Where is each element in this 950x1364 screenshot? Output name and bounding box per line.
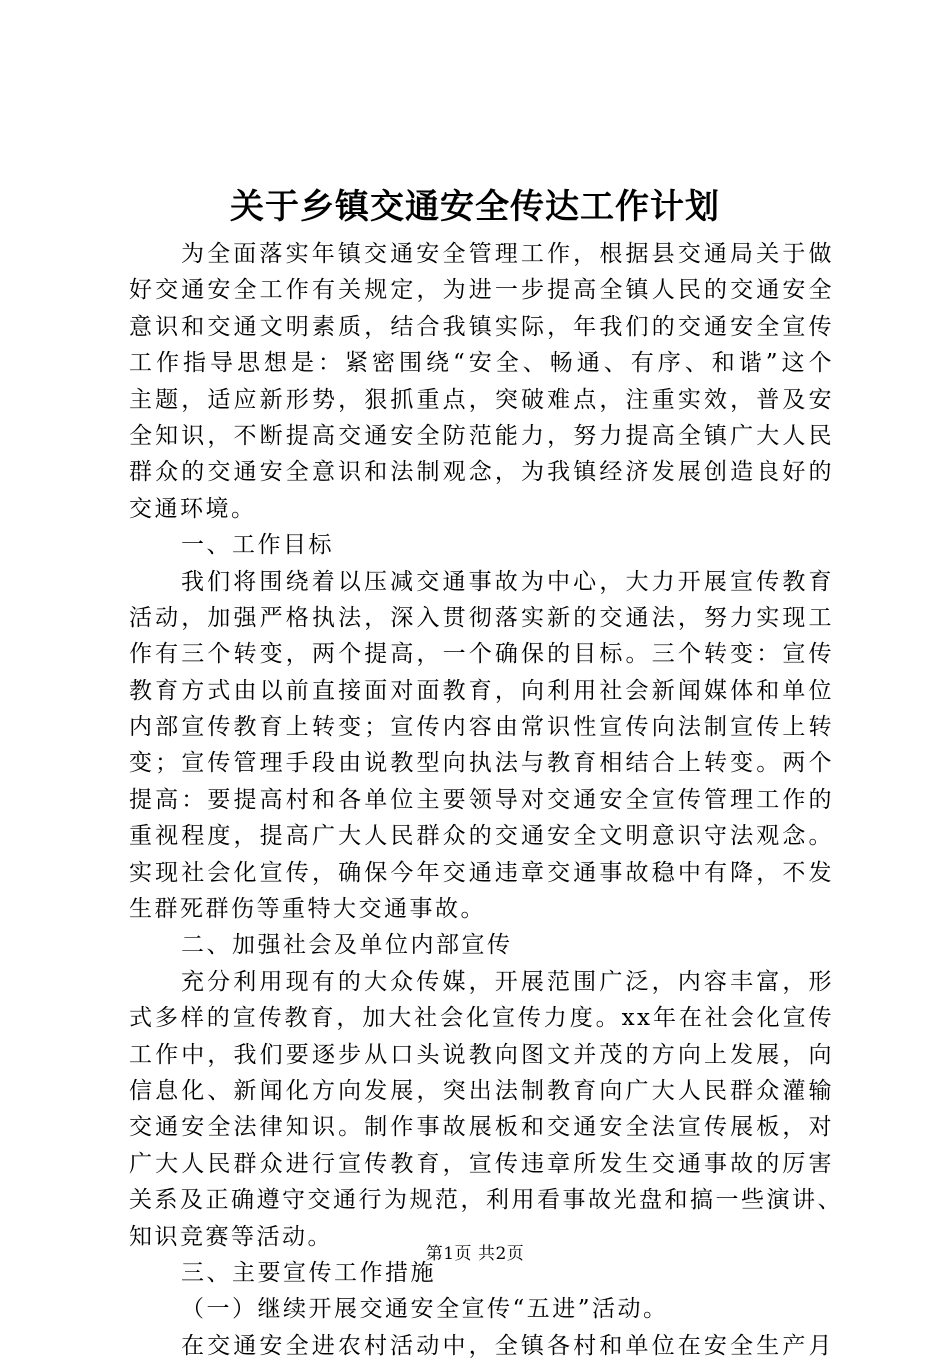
body-line: 关系及正确遵守交通行为规范，利用看事故光盘和搞一些演讲、 xyxy=(129,1187,843,1214)
body-line: 好交通安全工作有关规定，为进一步提高全镇人民的交通安全 xyxy=(129,277,834,304)
body-line: 作有三个转变，两个提高，一个确保的目标。三个转变：宣传 xyxy=(129,641,834,668)
body-line: 在交通安全进农村活动中，全镇各村和单位在安全生产月 xyxy=(181,1332,834,1359)
body-line: 交通环境。 xyxy=(129,495,257,522)
section-heading: 三、主要宣传工作措施 xyxy=(181,1259,436,1286)
body-line: 实现社会化宣传，确保今年交通违章交通事故稳中有降，不发 xyxy=(129,859,834,886)
body-line: 充分利用现有的大众传媒，开展范围广泛，内容丰富，形 xyxy=(181,968,834,995)
body-line: 重视程度，提高广大人民群众的交通安全文明意识守法观念。 xyxy=(129,823,834,850)
body-line: 我们将围绕着以压减交通事故为中心，大力开展宣传教育 xyxy=(181,568,834,595)
body-line: 教育方式由以前直接面对面教育，向利用社会新闻媒体和单位 xyxy=(129,677,834,704)
body-line: 全知识，不断提高交通安全防范能力，努力提高全镇广大人民 xyxy=(129,422,834,449)
body-line: 工作指导思想是：紧密围绕“安全、畅通、有序、和谐”这个 xyxy=(129,350,834,377)
document-body xyxy=(129,236,843,1364)
body-line: 群众的交通安全意识和法制观念，为我镇经济发展创造良好的 xyxy=(129,459,834,486)
body-line: 为全面落实年镇交通安全管理工作，根据县交通局关于做 xyxy=(181,241,834,267)
body-line: 生群死群伤等重特大交通事故。 xyxy=(129,896,486,923)
body-line: 信息化、新闻化方向发展，突出法制教育向广大人民群众灌输 xyxy=(129,1077,834,1104)
body-line: 变；宣传管理手段由说教型向执法与教育相结合上转变。两个 xyxy=(129,750,834,777)
body-line: 意识和交通文明素质，结合我镇实际，年我们的交通安全宣传 xyxy=(129,313,834,340)
section-heading: 一、工作目标 xyxy=(181,532,334,559)
body-line: 交通安全法律知识。制作事故展板和交通安全法宣传展板，对 xyxy=(129,1114,834,1141)
page-footer: 第1页 共2页 xyxy=(425,1244,525,1264)
section-heading: 二、加强社会及单位内部宣传 xyxy=(181,932,513,959)
body-line: 知识竞赛等活动。 xyxy=(129,1223,333,1250)
body-line: 主题，适应新形势，狠抓重点，突破难点，注重实效，普及安 xyxy=(129,386,834,413)
body-line: 式多样的宣传教育，加大社会化宣传力度。xx年在社会化宣传 xyxy=(129,1005,834,1032)
body-line: 工作中，我们要逐步从口头说教向图文并茂的方向上发展，向 xyxy=(129,1041,834,1068)
document-title: 关于乡镇交通安全传达工作计划 xyxy=(230,187,720,227)
section-heading: （一）继续开展交通安全宣传“五进”活动。 xyxy=(181,1296,669,1323)
body-line: 活动，加强严格执法，深入贯彻落实新的交通法，努力实现工 xyxy=(129,604,834,631)
body-line: 广大人民群众进行宣传教育，宣传违章所发生交通事故的厉害 xyxy=(129,1150,834,1177)
body-line: 内部宣传教育上转变；宣传内容由常识性宣传向法制宣传上转 xyxy=(129,714,834,741)
body-line: 提高：要提高村和各单位主要领导对交通安全宣传管理工作的 xyxy=(129,786,834,813)
